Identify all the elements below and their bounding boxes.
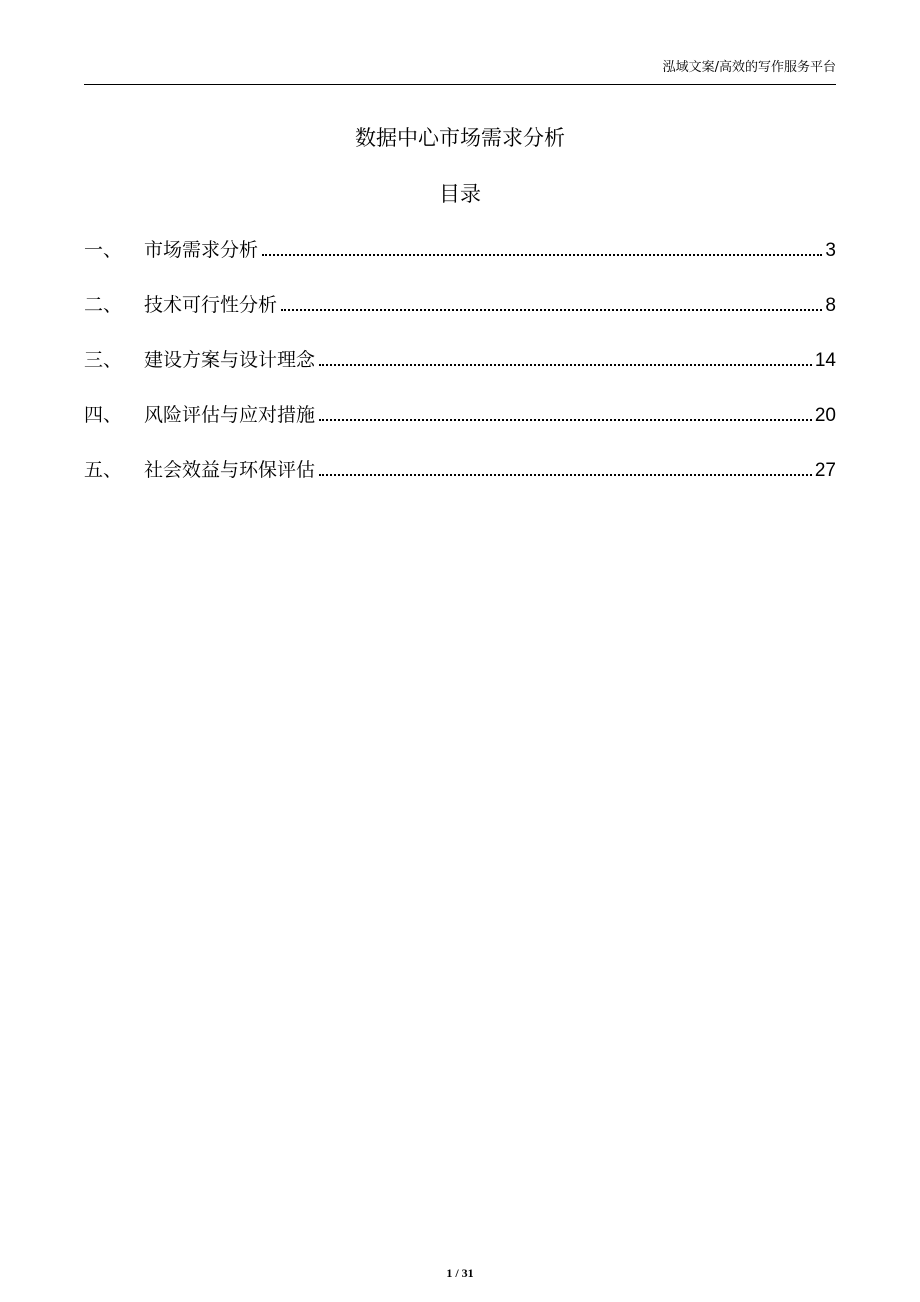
toc-entry-5[interactable] — [84, 456, 836, 511]
page-header-text: 泓域文案/高效的写作服务平台 — [662, 60, 836, 75]
toc-entry-page[interactable]: 8 — [825, 295, 836, 316]
toc-dot-leader — [262, 254, 822, 256]
toc-entry-label[interactable]: 社会效益与环保评估 — [144, 459, 316, 481]
toc-entry-number: 一、 — [84, 239, 123, 261]
toc-entry-label[interactable]: 市场需求分析 — [144, 239, 259, 261]
toc-entry-label[interactable]: 风险评估与应对措施 — [144, 404, 316, 426]
toc-entry-page[interactable]: 14 — [814, 350, 836, 371]
toc-heading: 目录 — [439, 182, 481, 206]
toc-entry-1[interactable] — [84, 236, 836, 291]
toc-entry-number: 五、 — [84, 459, 123, 481]
page-number-indicator: 1 / 31 — [446, 1266, 474, 1280]
toc-entry-page[interactable]: 20 — [814, 405, 836, 426]
toc-dot-leader — [319, 474, 812, 476]
toc-entry-3[interactable] — [84, 346, 836, 401]
toc-dot-leader — [319, 364, 812, 366]
toc-entry-label[interactable]: 建设方案与设计理念 — [144, 349, 316, 371]
toc-dot-leader — [319, 419, 812, 421]
toc-entry-page[interactable]: 3 — [825, 240, 836, 261]
toc-entry-label[interactable]: 技术可行性分析 — [144, 294, 278, 316]
toc-entry-number: 四、 — [84, 404, 123, 426]
toc-dot-leader — [281, 309, 822, 311]
header-divider — [84, 84, 836, 85]
document-title: 数据中心市场需求分析 — [355, 126, 565, 150]
toc-entry-page[interactable]: 27 — [814, 460, 836, 481]
toc-entry-number: 三、 — [84, 349, 123, 371]
toc-entry-4[interactable] — [84, 401, 836, 456]
toc-entry-2[interactable] — [84, 291, 836, 346]
toc-entry-number: 二、 — [84, 294, 123, 316]
table-of-contents — [84, 236, 836, 511]
